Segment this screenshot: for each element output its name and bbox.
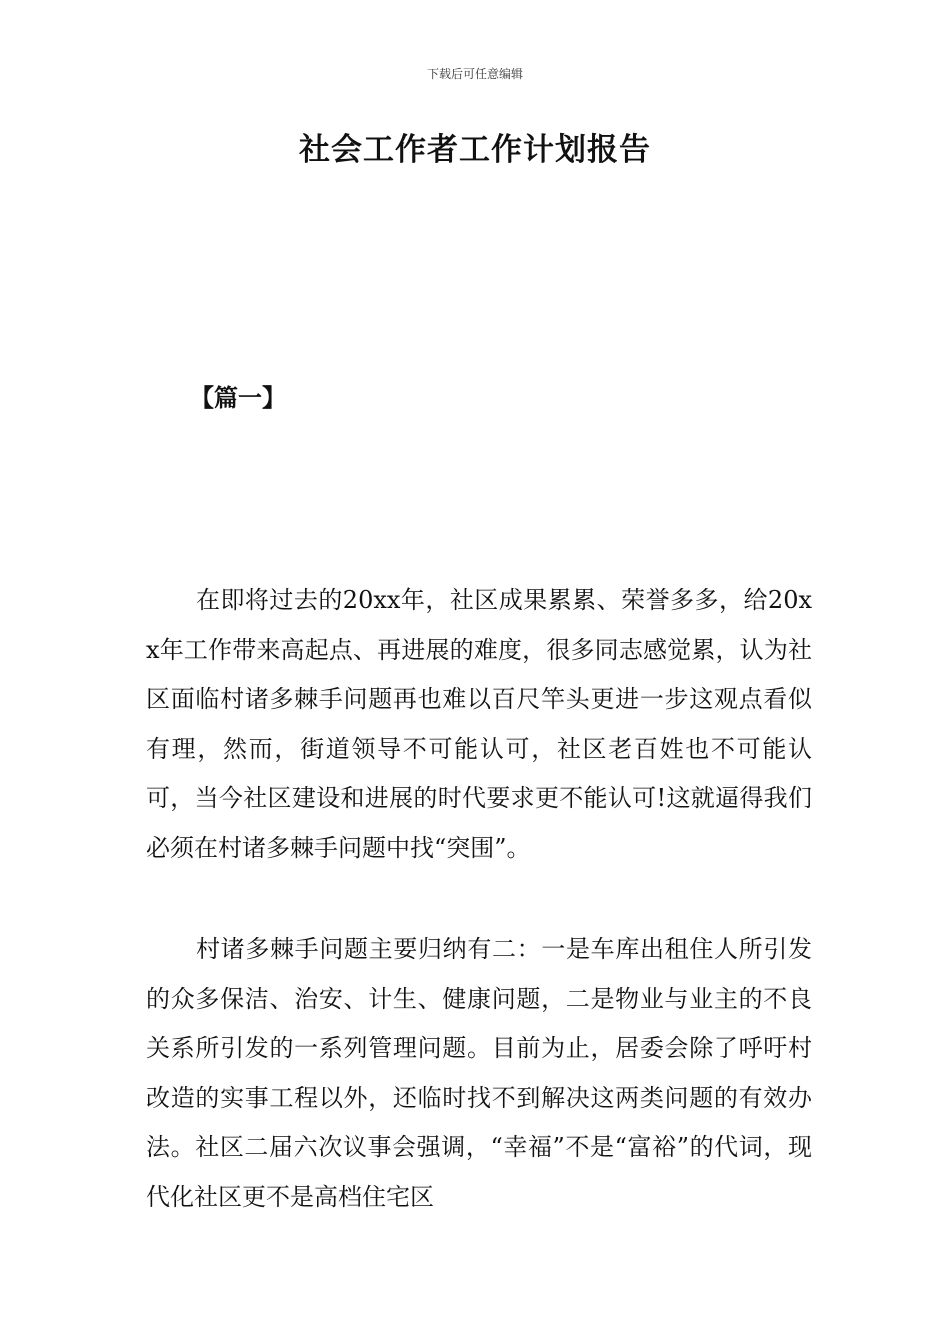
header-note: 下载后可任意编辑 xyxy=(426,67,523,81)
body-paragraph-2: 村诸多棘手问题主要归纳有二：一是车库出租住人所引发的众多保洁、治安、计生、健康问题，二是物业与业主的不良关系所引发的一系列管理问题。目前为止，居委会除了呼吁村改造的实事工程以外，还临时找不到解决这两类问题的有效办法。社区二届六次议事会强调，“幸福”不是“富裕”的代词，现代化社区更不是高档住宅区 xyxy=(146,935,812,1211)
body-paragraph-1: 在即将过去的20xx年，社区成果累累、荣誉多多，给20xx年工作带来高起点、再进展的难度，很多同志感觉累，认为社区面临村诸多棘手问题再也难以百尺竿头更进一步这观点看似有理，然而，街道领导不可能认可，社区老百姓也不可能认可，当今社区建设和进展的时代要求更不能认可!这就逼得我们必须在村诸多棘手问题中找“突围”。 xyxy=(146,586,812,862)
section-label: 【篇一】 xyxy=(190,383,286,412)
document-title: 社会工作者工作计划报告 xyxy=(299,132,651,168)
